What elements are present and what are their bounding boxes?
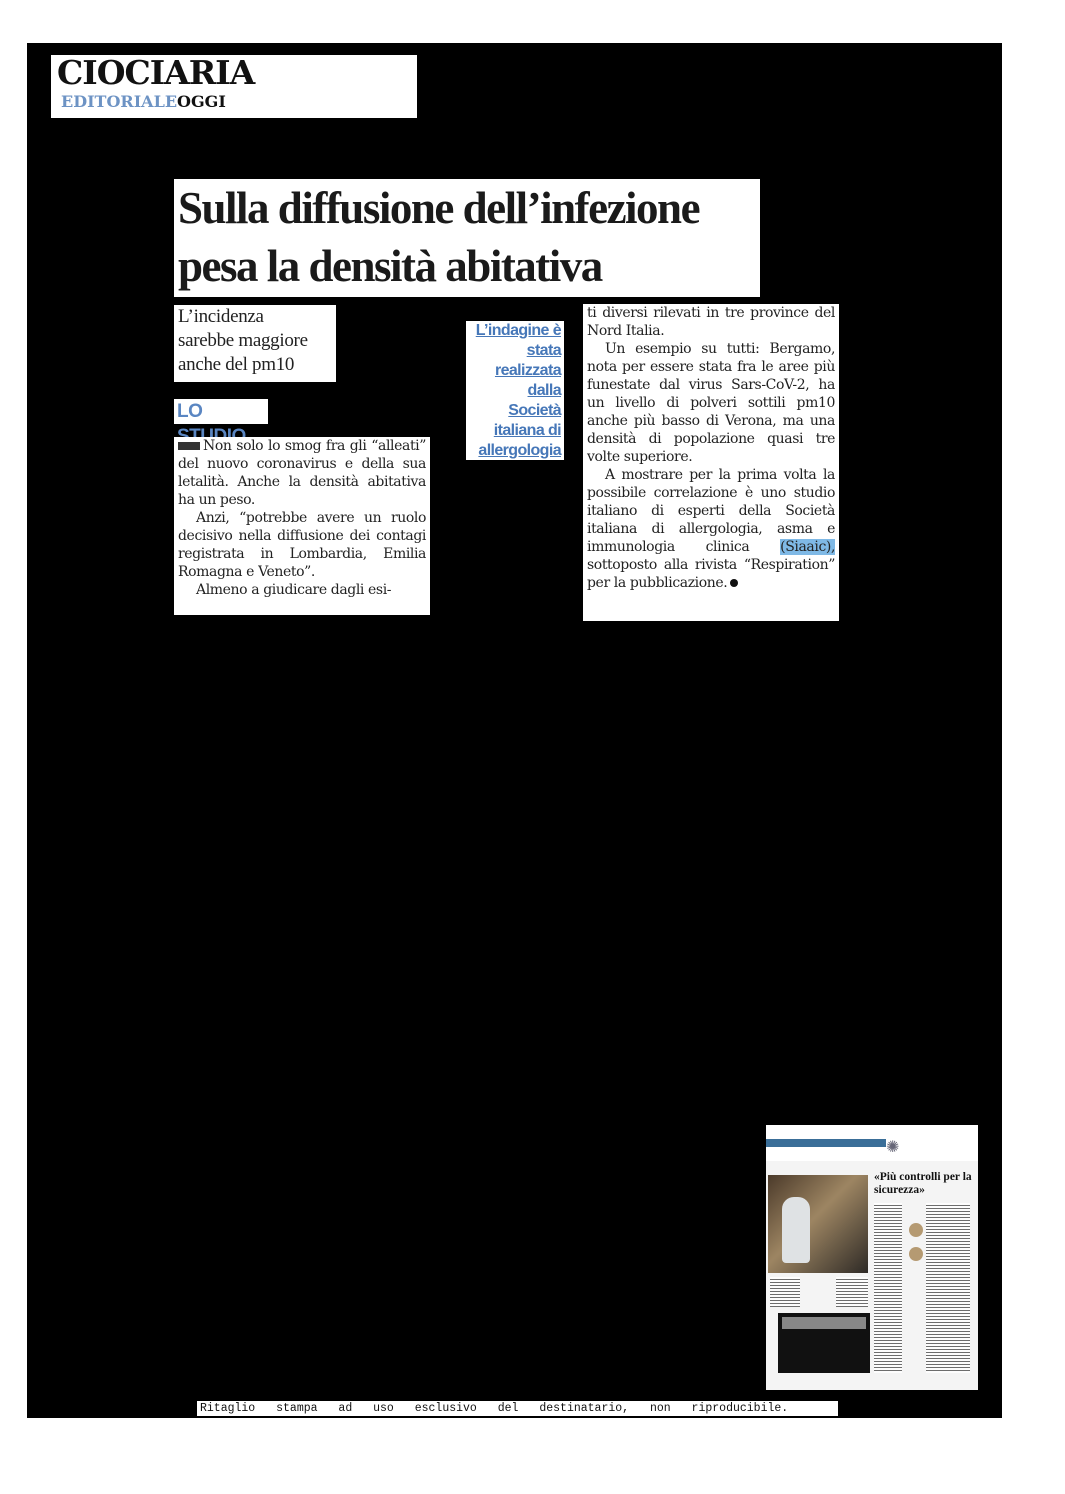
masthead-title: CIOCIARIA (57, 53, 255, 92)
footer-notice (197, 1401, 838, 1416)
lead-marker-icon (178, 442, 200, 450)
thumbnail-avatar (909, 1223, 923, 1237)
text-column-left (174, 437, 430, 615)
pull-quote (466, 321, 564, 460)
paragraph: Almeno a giudicare dagli esi- (196, 582, 392, 598)
thumbnail-text (874, 1203, 902, 1373)
pull-quote-line: realizzata (494, 362, 561, 379)
text-column-right (583, 304, 839, 621)
thumbnail-text (926, 1203, 970, 1373)
thumbnail-logo-icon: ✺ (886, 1139, 900, 1156)
section-kicker (174, 399, 268, 424)
pull-quote-line: allergologia (478, 442, 561, 459)
pull-quote-line: italiana di (493, 422, 561, 439)
headline-line-1: Sulla diffusione dell’infezione (178, 183, 700, 233)
article-headline (174, 179, 760, 297)
thumbnail-title: «Più controlli per la sicurezza» (874, 1171, 972, 1196)
pull-quote-line: stata (526, 342, 561, 359)
masthead-logo (51, 55, 417, 118)
subhead-line: sarebbe maggiore (178, 330, 308, 351)
kicker-label: LO (177, 401, 203, 422)
paragraph (583, 466, 839, 592)
paragraph-text: Non solo lo smog fra gli “alleati” del nuovo coronavirus e della sua letalità. Anche la densità abitativa ha un peso. (178, 438, 426, 508)
thumbnail-avatar (909, 1247, 923, 1261)
paragraph: ti diversi rilevati in tre province del Nord Italia. (587, 305, 835, 339)
thumbnail-caption (782, 1317, 866, 1329)
paragraph-tail: sottoposto alla rivista “Respiration” per la pubblicazione. (587, 557, 835, 591)
footer-text: Ritaglio stampa ad uso esclusivo del destinatario, non riproducibile. (200, 1402, 789, 1415)
thumbnail-text (836, 1277, 868, 1307)
paragraph: Un esempio su tutti: Bergamo, nota per essere stata fra le aree più funestate dal virus Sars-CoV-2, ha un livello di polveri sottili pm10 anche più basso di Verona, ma una densità di popolazione quasi tre volte superiore. (587, 341, 835, 465)
pull-quote-line: dalla (527, 382, 561, 399)
end-mark-icon (730, 579, 738, 587)
highlighted-term: (Siaaic), (780, 539, 835, 555)
headline-line-2: pesa la densità abitativa (178, 241, 602, 291)
thumbnail-figure (782, 1197, 810, 1263)
article-subhead (174, 305, 336, 382)
subhead-line: anche del pm10 (178, 354, 295, 375)
paragraph (174, 437, 430, 509)
subhead-line: L’incidenza (178, 306, 264, 327)
thumbnail-dark-box (778, 1313, 870, 1373)
masthead-edition (61, 92, 226, 111)
pull-quote-line: L’indagine è (475, 322, 561, 339)
edition-right: OGGI (177, 92, 226, 111)
paragraph-text: A mostrare per la prima volta la possibile correlazione è uno studio italiano di esperti della Società italiana di allergologia, asma e immunologia clinica (587, 467, 835, 555)
thumbnail-photo (768, 1175, 868, 1273)
thumbnail-header (766, 1125, 978, 1161)
thumbnail-text (770, 1277, 800, 1307)
pull-quote-line: Società (508, 402, 561, 419)
page-thumbnail (766, 1125, 978, 1390)
paragraph: Anzi, “potrebbe avere un ruolo decisivo nella diffusione dei contagi registrata in Lombardia, Emilia Romagna e Veneto”. (178, 510, 426, 580)
edition-left: EDITORIALE (61, 92, 178, 111)
thumbnail-header-bar (766, 1139, 886, 1147)
